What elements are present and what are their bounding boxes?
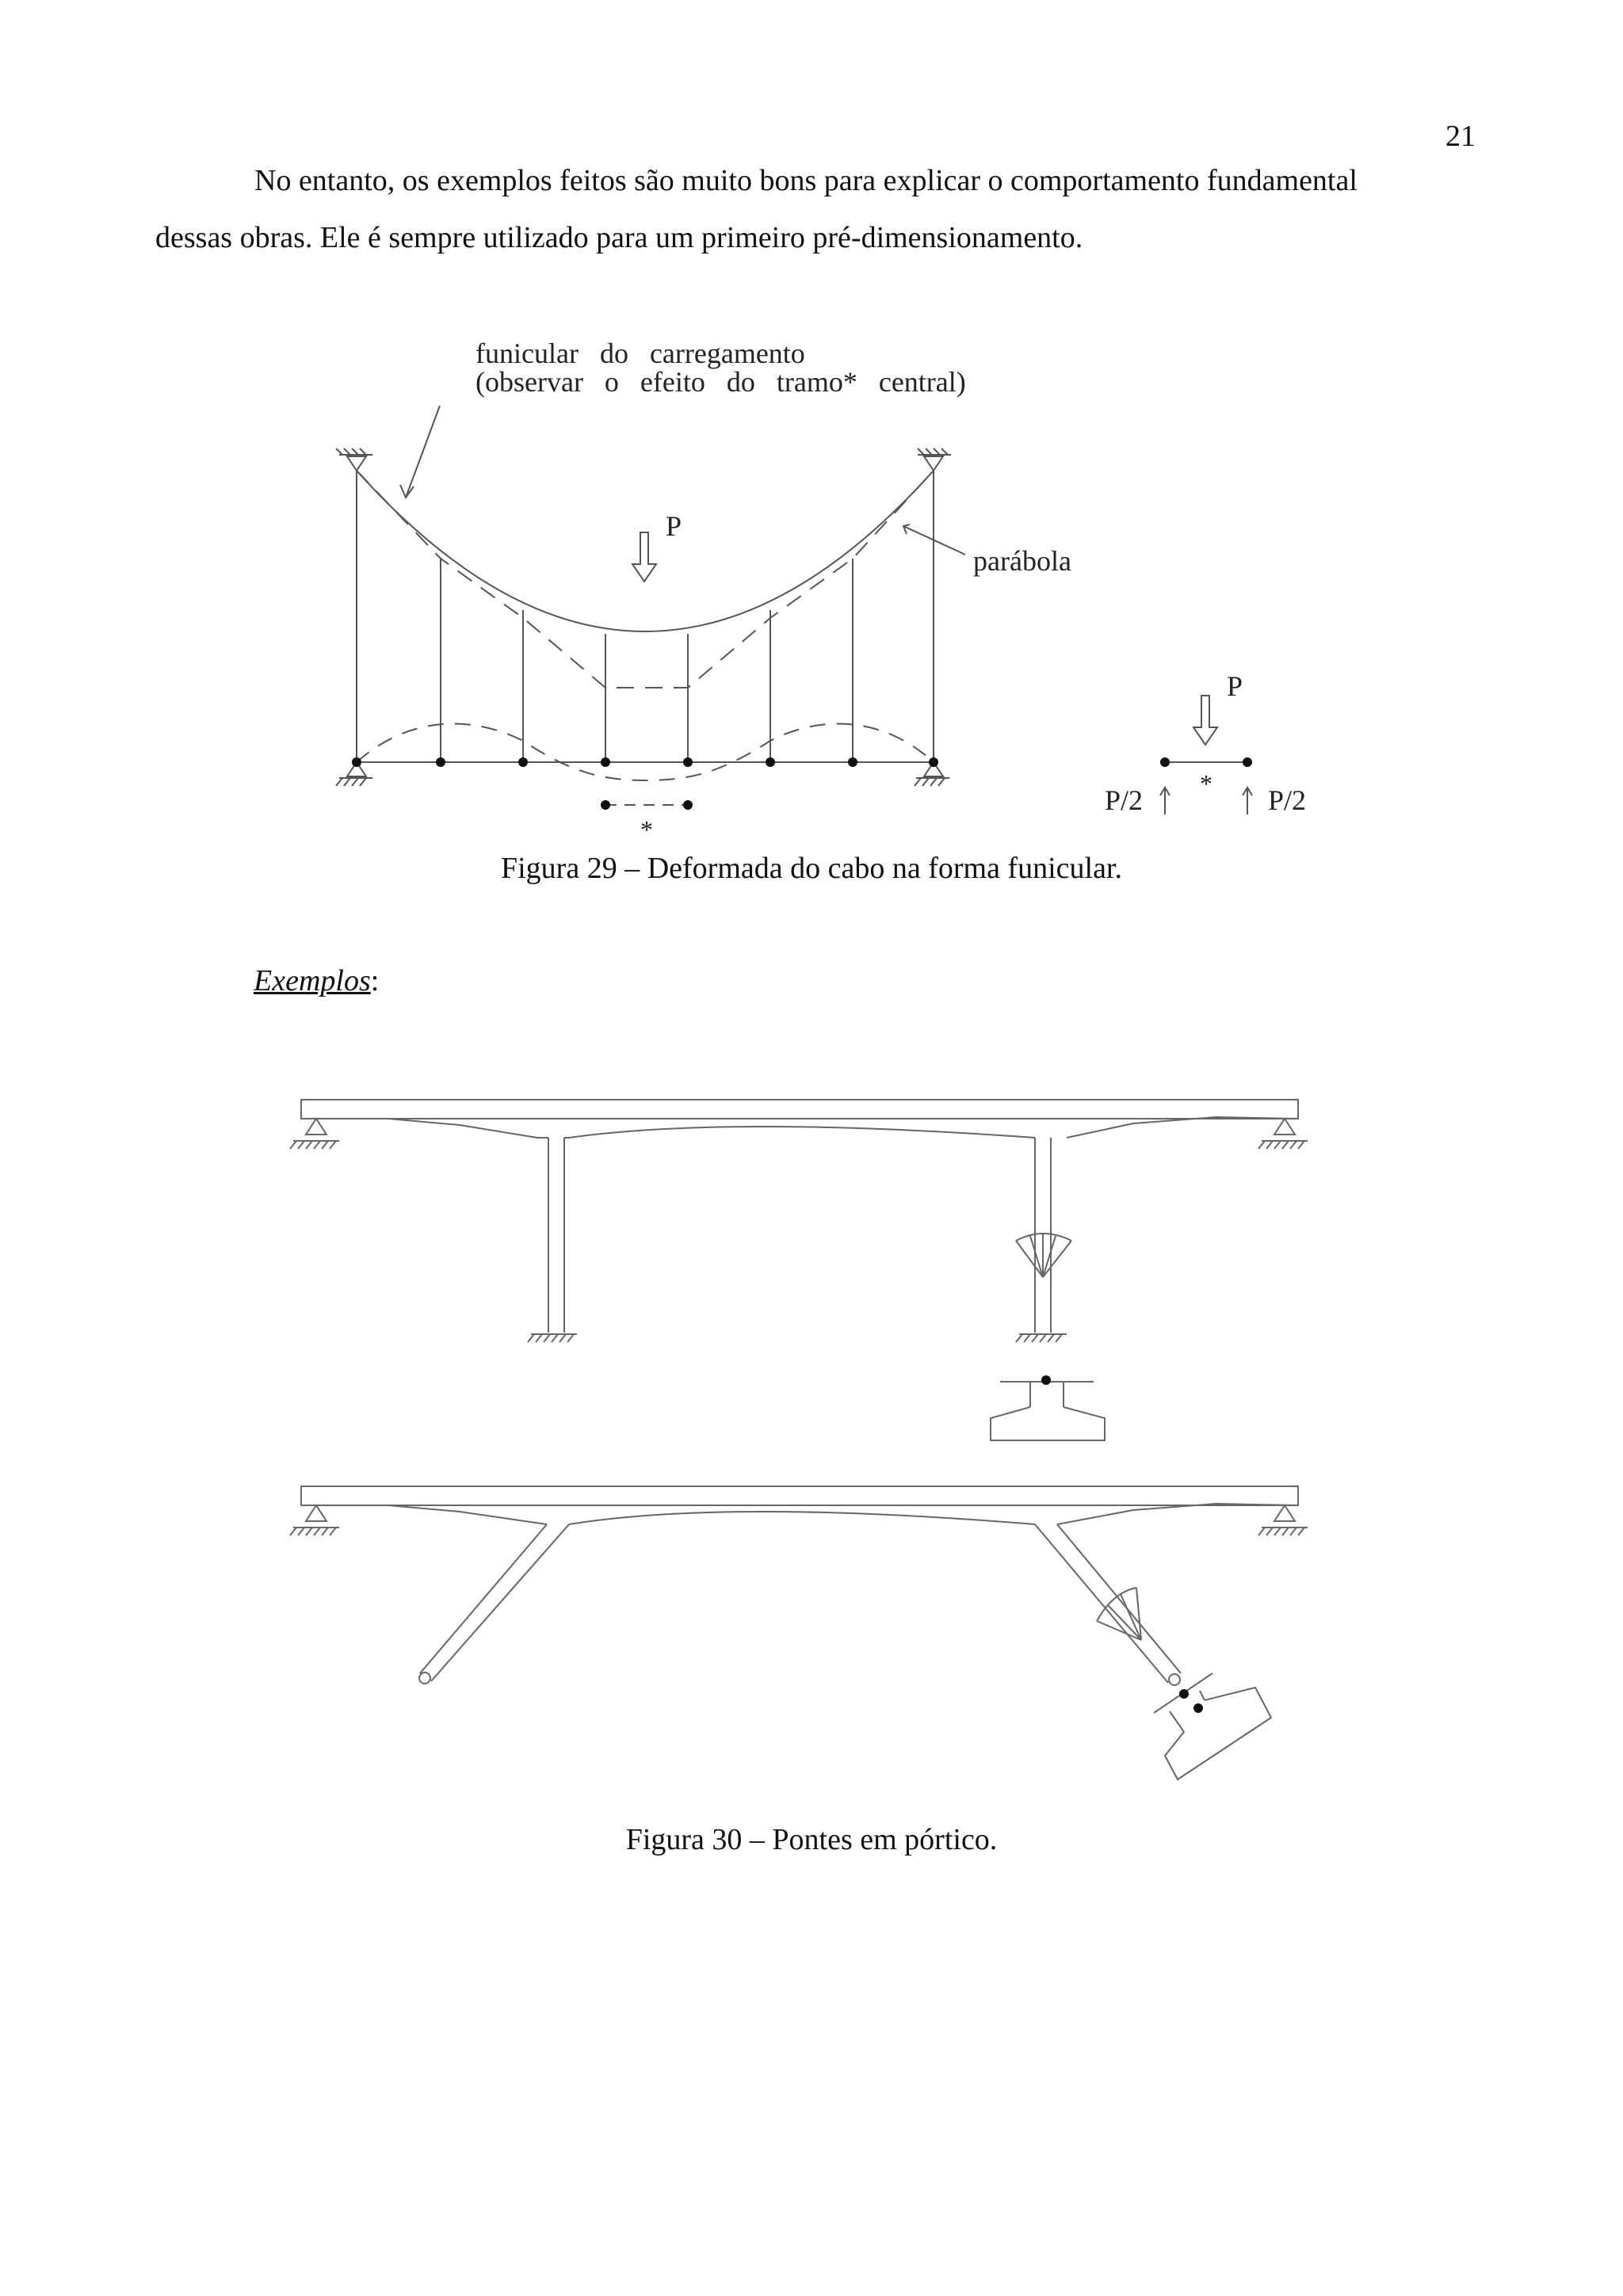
node	[683, 757, 693, 767]
rotation-fan-icon	[1097, 1588, 1141, 1640]
end-support-right	[1258, 1119, 1308, 1149]
examples-heading-text: Exemplos	[254, 964, 371, 997]
node	[1041, 1375, 1051, 1385]
node	[1179, 1689, 1189, 1699]
deck-nodes	[352, 757, 938, 810]
node	[1160, 757, 1170, 767]
detail-label-left-reaction: P/2	[1105, 784, 1144, 816]
top-right-support	[918, 448, 951, 471]
deflected-deck	[357, 723, 934, 780]
right-reaction-arrow	[1243, 788, 1252, 814]
figure-30-frame-bridge-vertical	[290, 1100, 1308, 1440]
left-reaction-arrow	[1160, 788, 1170, 814]
examples-heading-colon: :	[370, 964, 380, 997]
pier-section-detail	[991, 1382, 1105, 1440]
hangers	[357, 471, 934, 762]
paragraph-line-1: No entanto, os exemplos feitos são muito bons para explicar o comportamento fundamental	[254, 164, 1358, 197]
rotation-fan-icon	[1016, 1234, 1071, 1277]
figure-29-cable-diagram	[336, 406, 965, 805]
deck-slab	[301, 1486, 1298, 1505]
examples-heading	[254, 963, 379, 998]
node	[436, 757, 445, 767]
label-funicular-line-2: (observar o efeito do tramo* central)	[475, 366, 966, 398]
deck-slab	[301, 1100, 1298, 1119]
deck-soffit	[304, 1117, 1295, 1138]
detail-label-P: P	[1227, 670, 1243, 702]
label-funicular-line-1: funicular do carregamento	[475, 338, 805, 369]
pier-base-right	[1016, 1334, 1067, 1342]
end-support-left	[290, 1119, 339, 1149]
figure-30-frame-bridge-inclined	[290, 1486, 1308, 1779]
node	[601, 800, 610, 810]
funicular-pointer-arrow	[406, 406, 440, 498]
end-support-left	[290, 1505, 339, 1535]
parabola-curve	[357, 471, 934, 631]
node	[848, 757, 857, 767]
top-left-support	[336, 448, 372, 471]
figure-30-caption: Figura 30 – Pontes em pórtico.	[625, 1823, 998, 1856]
pier-base-left	[528, 1334, 577, 1342]
end-support-right	[1258, 1505, 1308, 1535]
node	[601, 757, 610, 767]
node	[1243, 757, 1252, 767]
node	[766, 757, 775, 767]
node	[1193, 1703, 1203, 1713]
load-arrow-P	[632, 532, 656, 582]
detail-label-right-reaction: P/2	[1268, 784, 1307, 816]
paragraph-line-2: dessas obras. Ele é sempre utilizado para um primeiro pré-dimensionamento.	[155, 221, 1083, 254]
node	[352, 757, 361, 767]
inclined-leg-section-detail	[1154, 1673, 1271, 1779]
deck-soffit	[304, 1504, 1295, 1524]
label-parabola: parábola	[973, 545, 1071, 577]
page-number: 21	[1445, 120, 1476, 153]
node	[518, 757, 528, 767]
detail-label-star: *	[1200, 769, 1212, 798]
figure-29-caption: Figura 29 – Deformada do cabo na forma funicular.	[500, 852, 1122, 885]
node	[683, 800, 693, 810]
pier-left	[537, 1138, 569, 1333]
label-P: P	[666, 510, 682, 542]
inclined-leg-left	[419, 1524, 569, 1684]
label-central-segment-star: *	[640, 815, 653, 844]
node	[929, 757, 938, 767]
